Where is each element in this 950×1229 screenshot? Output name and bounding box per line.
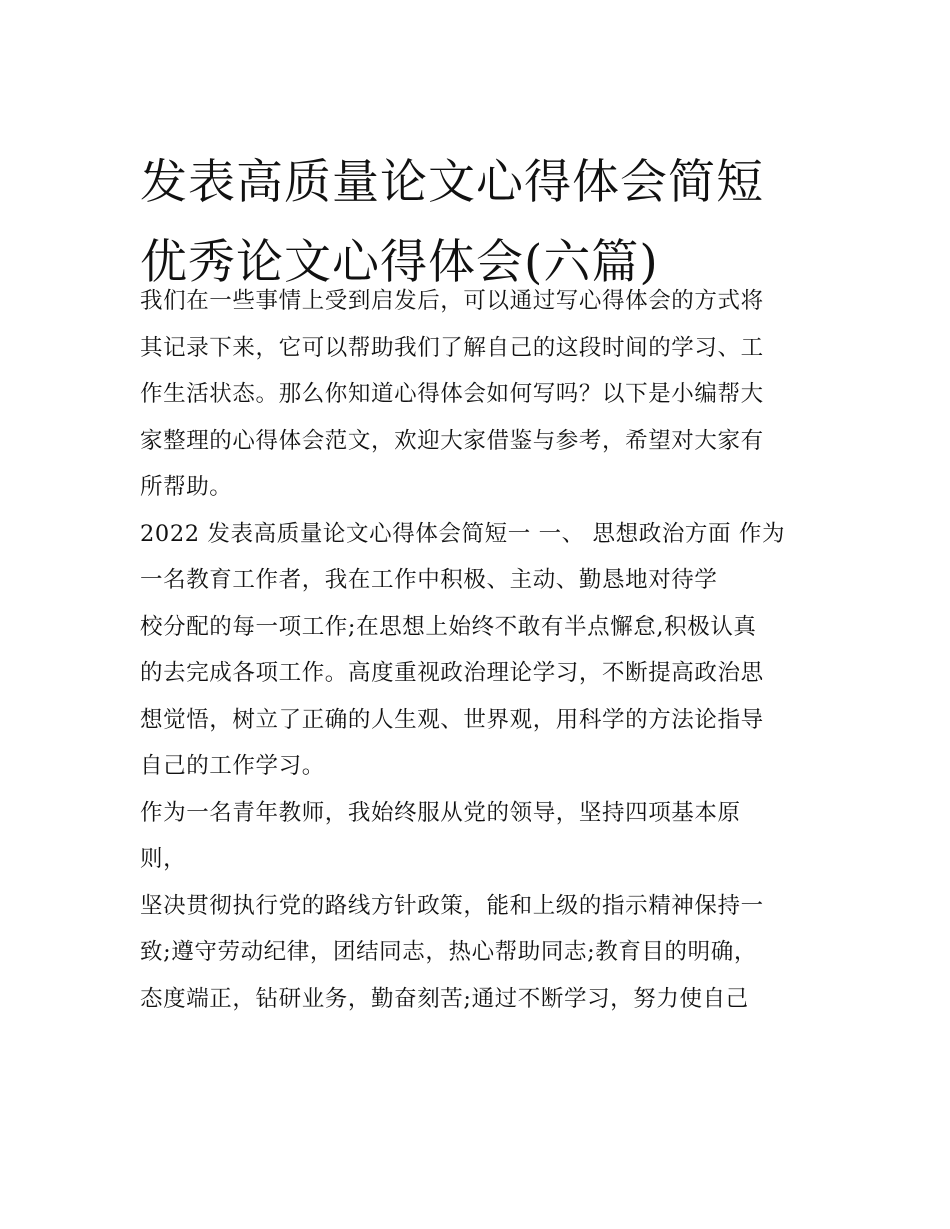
body-line: 所帮助。	[140, 474, 233, 500]
body-line: 坚决贯彻执行党的路线方针政策，能和上级的指示精神保持一	[140, 892, 764, 919]
body-line: 作生活状态。那么你知道心得体会如何写吗？以下是小编帮大	[140, 381, 764, 407]
title-line-2: 优秀论文心得体会(六篇)	[140, 235, 659, 291]
document-body	[140, 278, 830, 1022]
body-line: 校分配的每一项工作;在思想上始终不敢有半点懈怠,积极认真	[140, 613, 757, 640]
title-line-1: 发表高质量论文心得体会简短	[140, 155, 764, 211]
body-line: 一名教育工作者，我在工作中积极、主动、勤恳地对待学	[140, 567, 718, 593]
body-line: 其记录下来，它可以帮助我们了解自己的这段时间的学习、工	[140, 334, 764, 361]
body-line: 自己的工作学习。	[140, 753, 325, 779]
body-line: 致;遵守劳动纪律，团结同志，热心帮助同志;教育目的明确，	[140, 939, 757, 965]
body-line: 想觉悟，树立了正确的人生观、世界观，用科学的方法论指导	[140, 706, 764, 733]
body-line: 2022 发表高质量论文心得体会简短一 一、 思想政治方面 作为	[140, 520, 786, 547]
body-line: 家整理的心得体会范文，欢迎大家借鉴与参考，希望对大家有	[140, 427, 764, 454]
body-line: 作为一名青年教师，我始终服从党的领导，坚持四项基本原	[140, 799, 741, 826]
body-line: 则，	[140, 846, 187, 872]
body-line: 我们在一些事情上受到启发后，可以通过写心得体会的方式将	[140, 288, 764, 314]
body-line: 的去完成各项工作。高度重视政治理论学习，不断提高政治思	[140, 660, 764, 686]
body-line: 态度端正，钻研业务，勤奋刻苦;通过不断学习，努力使自己	[140, 985, 749, 1012]
